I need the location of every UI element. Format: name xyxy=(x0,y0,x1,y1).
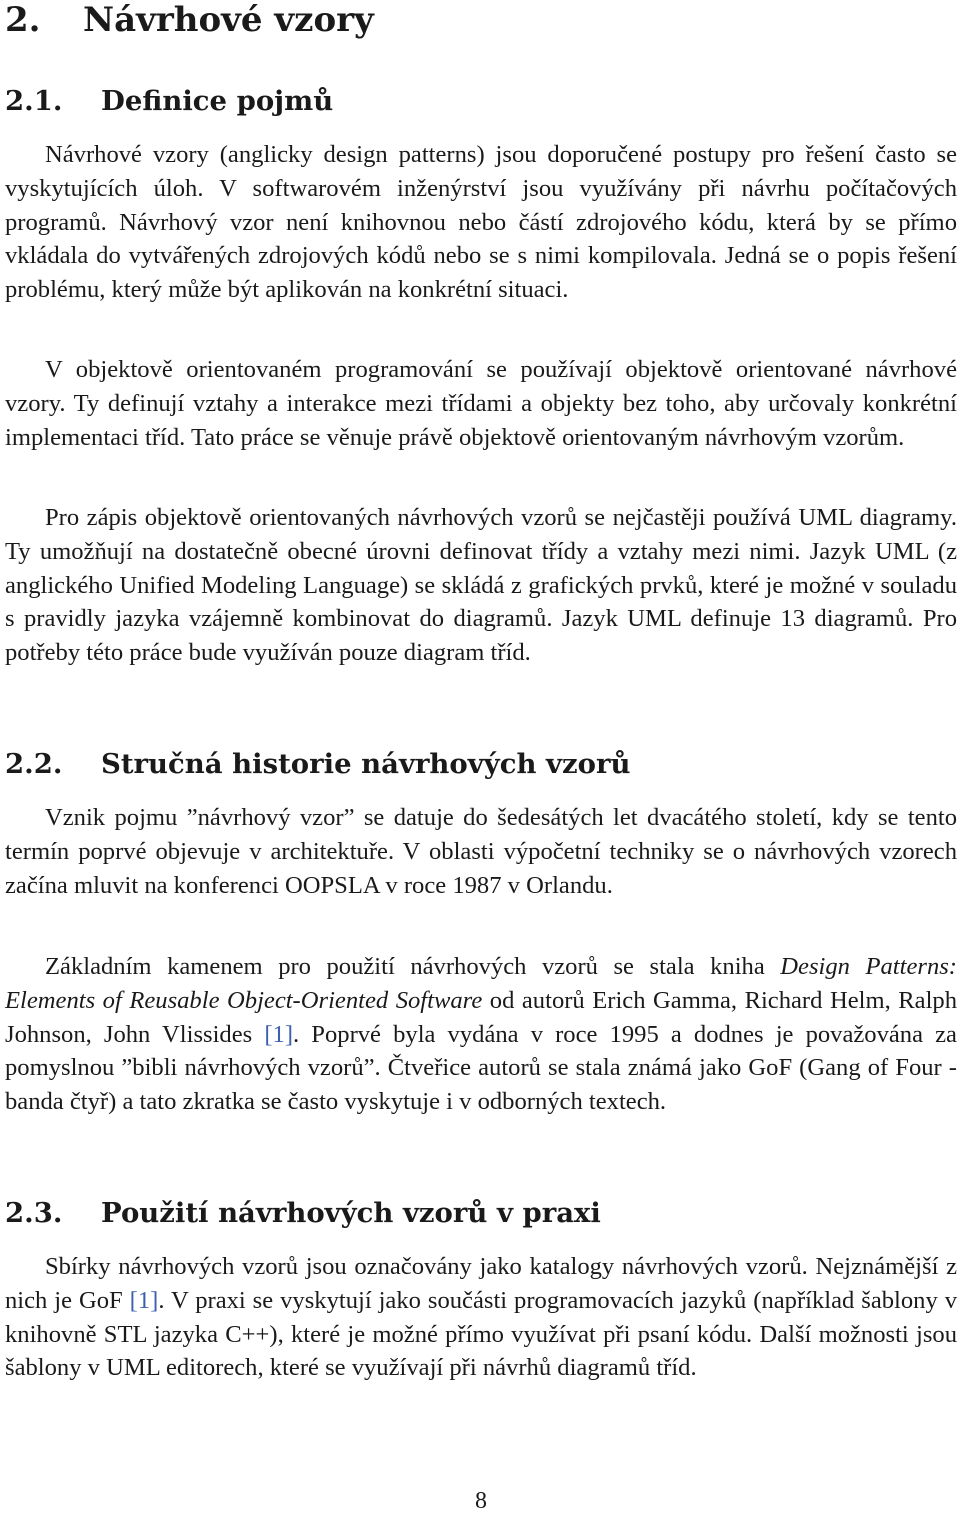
section-title: Definice pojmů xyxy=(101,85,334,117)
section-number: 2.1. xyxy=(5,85,63,117)
paragraph-definice-2: V objektově orientovaném programování se používají objektově orientované návrhové vzory. Ty definují vztahy a interakce mezi třídami a objekty bez toho, aby určovaly konkrétní implementaci tříd. Tato práce se věnuje právě objektově orientovaným návrhovým vzorům. xyxy=(5,356,957,451)
text-run: . V praxi se vyskytují jako součásti programovacích jazyků (například šablony v knihovně STL jazyka C++), které je možné přímo využívat při psaní kódu. Další možnosti jsou šablony v UML editorech, které se využívají při návrhů diagramů tříd. xyxy=(5,1286,957,1382)
page-number: 8 xyxy=(475,1488,487,1514)
chapter-number: 2. xyxy=(5,0,41,40)
book-title: Design Patterns: Elements of Reusable Object-Oriented Software xyxy=(5,953,957,1014)
text-run: od autorů Erich Gamma, Richard Helm, Ralph Johnson, John Vlissides xyxy=(5,986,958,1048)
paragraph-definice-1: Návrhové vzory (anglicky design patterns) jsou doporučené postupy pro řešení často se vyskytujících úloh. V softwarovém inženýrství jsou využívány při návrhu počítačových programů. Návrhový vzor není knihovnou nebo částí zdrojového kódu, která by se přímo vkládala do vytvářených zdrojových kódů nebo se s nimi kompilovala. Jedná se o popis řešení problému, který může být aplikován na konkrétní situaci. xyxy=(5,141,957,304)
text-run: Základním kamenem pro použití návrhových vzorů se stala kniha xyxy=(45,953,781,980)
text-run: . Poprvé byla vydána v roce 1995 a dodnes je považována za pomyslnou ”bibli návrhových vzorů”. Čtveřice autorů se stala známá jako GoF (Gang of Four - banda čtyř) a tato zkratka se často vyskytuje i v odborných textech. xyxy=(5,1020,957,1116)
section-title: Stručná historie návrhových vzorů xyxy=(101,748,631,780)
chapter-title-text: Návrhové vzory xyxy=(83,0,374,40)
paragraph-historie-1: Vznik pojmu ”návrhový vzor” se datuje do šedesátých let dvacátého století, kdy se tento termín poprvé objevuje v architektuře. V oblasti výpočetní techniky se o návrhových vzorech začína mluvit na konferenci OOPSLA v roce 1987 v Orlandu. xyxy=(5,804,957,899)
section-heading-historie xyxy=(5,747,630,781)
text-run: Sbírky návrhových vzorů jsou označovány jako katalogy návrhových vzorů. Nejznámější z nich je GoF xyxy=(5,1253,957,1314)
paragraph-pouziti-1 xyxy=(5,1250,957,1385)
citation-link[interactable]: [1] xyxy=(129,1286,159,1314)
citation-link[interactable]: [1] xyxy=(264,1020,294,1048)
paragraph-definice-3: Pro zápis objektově orientovaných návrhových vzorů se nejčastěji používá UML diagramy. Ty umožňují na dostatečně obecné úrovni definovat třídy a vztahy mezi nimi. Jazyk UML (z anglického Unified Modeling Language) se skládá z grafických prvků, které je možné v souladu s pravidly jazyka vzájemně kombinovat do diagramů. Jazyk UML definuje 13 diagramů. Pro potřeby této práce bude využíván pouze diagram tříd. xyxy=(5,504,957,667)
chapter-title xyxy=(5,0,374,40)
paragraph-historie-2 xyxy=(5,950,957,1119)
section-heading-pouziti xyxy=(5,1196,601,1230)
section-number: 2.3. xyxy=(5,1197,63,1229)
section-title: Použití návrhových vzorů v praxi xyxy=(101,1197,601,1229)
section-heading-definice xyxy=(5,84,333,118)
section-number: 2.2. xyxy=(5,748,63,780)
